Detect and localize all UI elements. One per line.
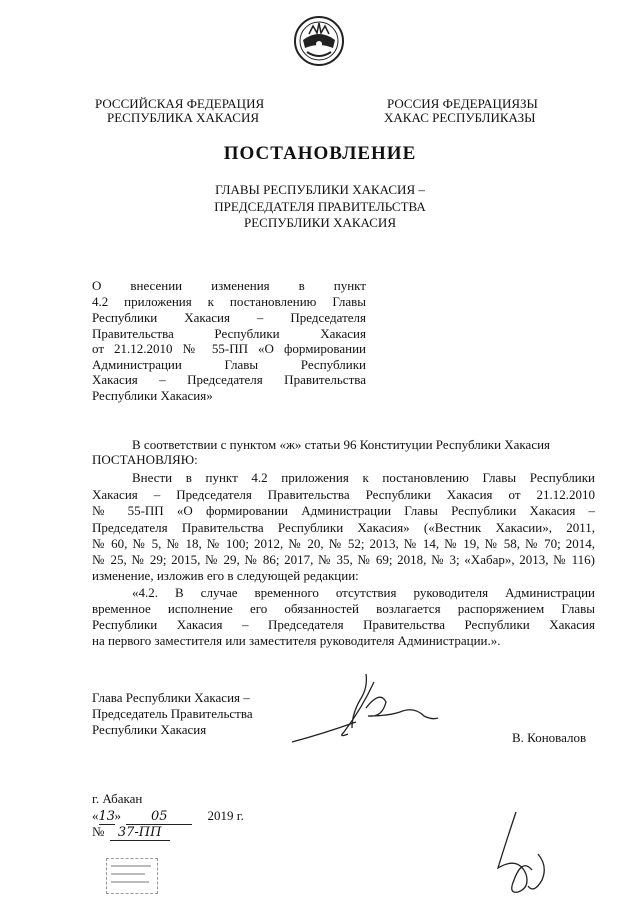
number-sign: № (92, 824, 105, 839)
body-line: № 60, № 5, № 18, № 100; 2012, № 20, № 52; 2013, № 14, № 19, № 58, № 70; 2014, (92, 536, 595, 551)
date-open-quote: « (92, 808, 99, 823)
body-line: Республики Хакасия – Председателя Правительства Республики Хакасия (92, 617, 595, 632)
body-line: № 55-ПП «О формировании Администрации Главы Республики Хакасия – (92, 503, 595, 518)
body-line: «4.2. В случае временного отсутствия руководителя Администрации (132, 585, 595, 600)
signatory-position-line: Председатель Правительства (92, 706, 253, 721)
document-title: ПОСТАНОВЛЕНИЕ (223, 143, 417, 164)
subtitle-line-2: ПРЕДСЕДАТЕЛЯ ПРАВИТЕЛЬСТВА (214, 199, 426, 214)
handwritten-signature (282, 668, 452, 752)
subtitle-line-1: ГЛАВЫ РЕСПУБЛИКИ ХАКАСИЯ – (215, 182, 425, 197)
body-line: Хакасия – Председателя Правительства Республики Хакасия от 21.12.2010 (92, 487, 595, 502)
subject-line: от 21.12.2010 № 55-ПП «О формировании (92, 341, 366, 356)
body-line: ПОСТАНОВЛЯЮ: (92, 452, 198, 467)
date-month: 05 (126, 809, 192, 825)
subject-line: О внесении изменения в пункт (92, 278, 366, 293)
registration-stamp (106, 858, 158, 894)
date-year: 2019 г. (207, 808, 244, 823)
city-label: г. Абакан (92, 791, 143, 806)
subject-line: 4.2 приложения к постановлению Главы (92, 294, 366, 309)
body-line: временное исполнение его обязанностей возлагается распоряжением Главы (92, 601, 595, 616)
header-left-line-2: РЕСПУБЛИКА ХАКАСИЯ (107, 110, 260, 125)
number-line (92, 824, 170, 841)
header-right-line-2: ХАКАС РЕСПУБЛИКАЗЫ (384, 110, 536, 125)
signatory-position-line: Республики Хакасия (92, 722, 207, 737)
header-right-line-1: РОССИЯ ФЕДЕРАЦИЯЗЫ (387, 96, 538, 111)
date-close-quote: » (114, 808, 121, 823)
body-line: Внести в пункт 4.2 приложения к постановлению Главы Республики (132, 470, 595, 485)
subject-line: Республики Хакасия» (92, 388, 213, 403)
subtitle-line-3: РЕСПУБЛИКИ ХАКАСИЯ (243, 215, 396, 230)
subject-line: Правительства Республики Хакасия (92, 326, 366, 341)
date-line (92, 808, 244, 825)
body-line: изменение, изложив его в следующей редакции: (92, 568, 359, 583)
body-line: № 25, № 29; 2015, № 29, № 86; 2017, № 35, № 69; 2018, № 3; «Хабар», 2013, № 116) (92, 552, 595, 567)
handwritten-initials (488, 808, 562, 898)
body-line: В соответствии с пунктом «ж» статьи 96 Конституции Республики Хакасия (132, 437, 551, 452)
body-line: на первого заместителя или заместителя руководителя Администрации.». (92, 633, 501, 648)
subject-line: Администрации Главы Республики (92, 357, 366, 372)
body-line: Председателя Правительства Республики Хакасия» («Вестник Хакасии», 2011, (92, 520, 595, 535)
header-left-line-1: РОССИЙСКАЯ ФЕДЕРАЦИЯ (95, 96, 265, 111)
subject-line: Республики Хакасия – Председателя (92, 310, 366, 325)
coat-of-arms-emblem (293, 14, 345, 68)
subject-line: Хакасия – Председателя Правительства (92, 372, 366, 387)
signatory-name: В. Коновалов (512, 730, 587, 745)
date-day: 13 (98, 809, 116, 824)
number-value: 37-ПП (110, 825, 170, 841)
signatory-position-line: Глава Республики Хакасия – (92, 690, 250, 705)
